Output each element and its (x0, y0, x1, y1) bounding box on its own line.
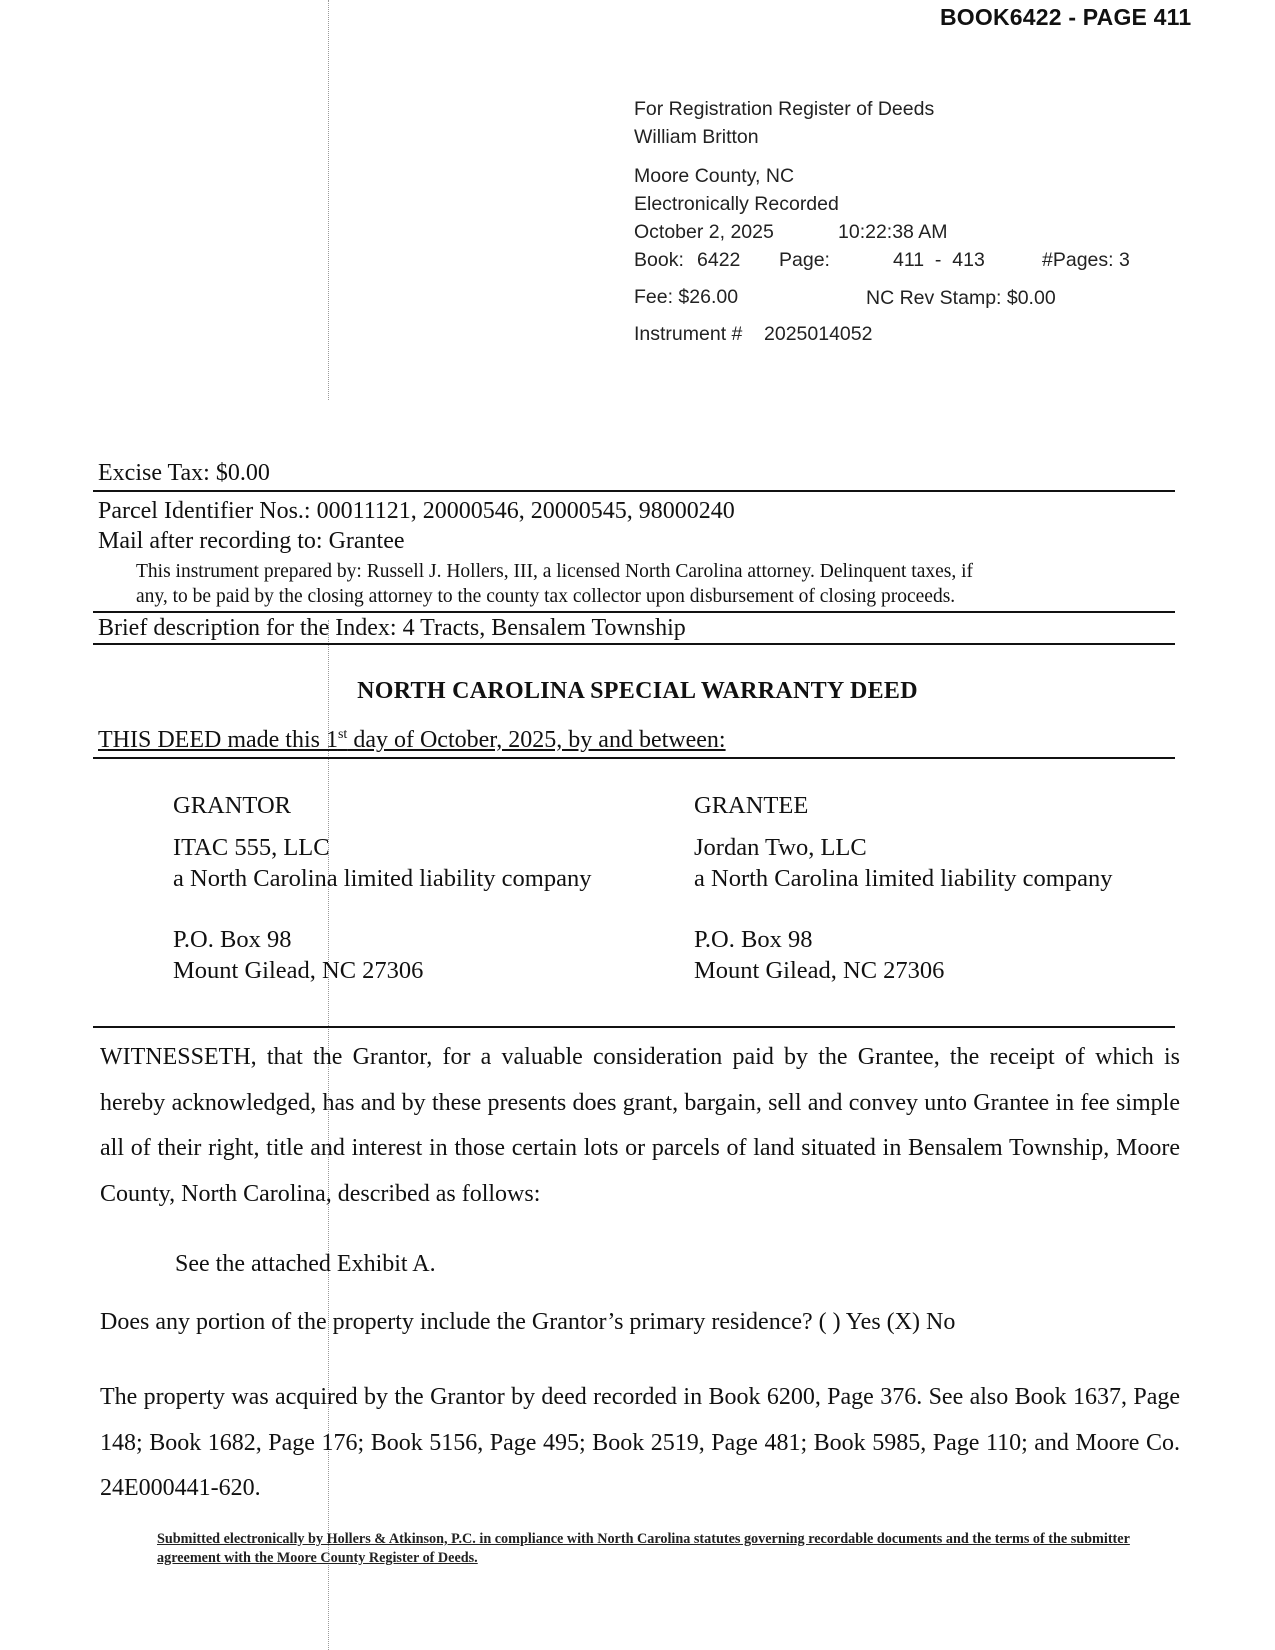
fee: Fee: $26.00 (634, 286, 739, 308)
instrument-number: 2025014052 (764, 323, 873, 345)
registration-heading: For Registration Register of Deeds (634, 98, 935, 120)
recorded-date: October 2, 2025 (634, 221, 774, 243)
brief-description: Brief description for the Index: 4 Tracts, Bensalem Township (98, 615, 686, 641)
mail-after-recording: Mail after recording to: Grantee (98, 528, 405, 554)
instrument-label: Instrument # (634, 323, 743, 345)
county: Moore County, NC (634, 165, 795, 187)
parcel-identifiers: Parcel Identifier Nos.: 00011121, 20000546, 20000545, 98000240 (98, 498, 735, 524)
deed-made-suffix: day of October, 2025, by and between: (347, 727, 726, 753)
excise-tax: Excise Tax: $0.00 (98, 460, 270, 486)
grantor-heading: GRANTOR (173, 792, 291, 819)
grantee-address-line-2: Mount Gilead, NC 27306 (694, 957, 945, 984)
recorded-time: 10:22:38 AM (838, 221, 948, 243)
acquisition-paragraph: The property was acquired by the Grantor by deed recorded in Book 6200, Page 376. See also Book 1637, Page 148; Book 1682, Page 176; Book 5156, Page 495; Book 2519, Page 481; Book 5985, Page 110; and Moore Co. 24E000441-620. (100, 1384, 1180, 1501)
grantee-heading: GRANTEE (694, 792, 809, 819)
rev-stamp: NC Rev Stamp: $0.00 (866, 287, 1056, 309)
divider (93, 611, 1175, 613)
prepared-by-line-2: any, to be paid by the closing attorney to the county tax collector upon disbursement of closing proceeds. (136, 586, 956, 607)
page-label: Page: (779, 249, 830, 271)
deed-made-prefix: THIS DEED made this 1 (98, 727, 338, 753)
register-name: William Britton (634, 126, 759, 148)
grantor-address-line-1: P.O. Box 98 (173, 926, 292, 953)
grantee-address-line-1: P.O. Box 98 (694, 926, 813, 953)
grantor-name: ITAC 555, LLC (173, 834, 330, 861)
page-range: 411 - 413 (893, 249, 985, 271)
witnesseth-paragraph: WITNESSETH, that the Grantor, for a valuable consideration paid by the Grantee, the receipt of which is hereby acknowledged, has and by these presents does grant, bargain, sell and convey unto Grantee in fee simple all of their right, title and interest in those certain lots or parcels of land situated in Bensalem Township, Moore County, North Carolina, described as follows: (100, 1044, 1180, 1207)
recorded-method: Electronically Recorded (634, 193, 839, 215)
divider (93, 1026, 1175, 1028)
primary-residence-question: Does any portion of the property include the Grantor’s primary residence? ( ) Yes (X) No (100, 1309, 956, 1335)
divider (93, 757, 1175, 759)
grantor-description: a North Carolina limited liability company (173, 865, 592, 892)
grantor-address-line-2: Mount Gilead, NC 27306 (173, 957, 424, 984)
divider (93, 643, 1175, 645)
deed-made-line (98, 727, 726, 754)
grantee-name: Jordan Two, LLC (694, 834, 867, 861)
exhibit-reference: See the attached Exhibit A. (175, 1251, 436, 1277)
book-label: Book: (634, 249, 684, 271)
ordinal-suffix: st (337, 727, 348, 742)
book-page-stamp: BOOK6422 - PAGE 411 (940, 4, 1192, 30)
scan-fold-line (328, 0, 331, 400)
submission-notice: Submitted electronically by Hollers & Atkinson, P.C. in compliance with North Carolina statutes governing recordable documents and the terms of the submitter agreement with the Moore County Register of Deeds. (157, 1531, 1130, 1566)
deed-title: NORTH CAROLINA SPECIAL WARRANTY DEED (357, 678, 918, 704)
divider (93, 490, 1175, 492)
prepared-by-line-1: This instrument prepared by: Russell J. Hollers, III, a licensed North Carolina attorney. Delinquent taxes, if (136, 561, 974, 582)
book-number: 6422 (697, 249, 741, 271)
page-count: #Pages: 3 (1042, 249, 1130, 271)
grantee-description: a North Carolina limited liability company (694, 865, 1113, 892)
